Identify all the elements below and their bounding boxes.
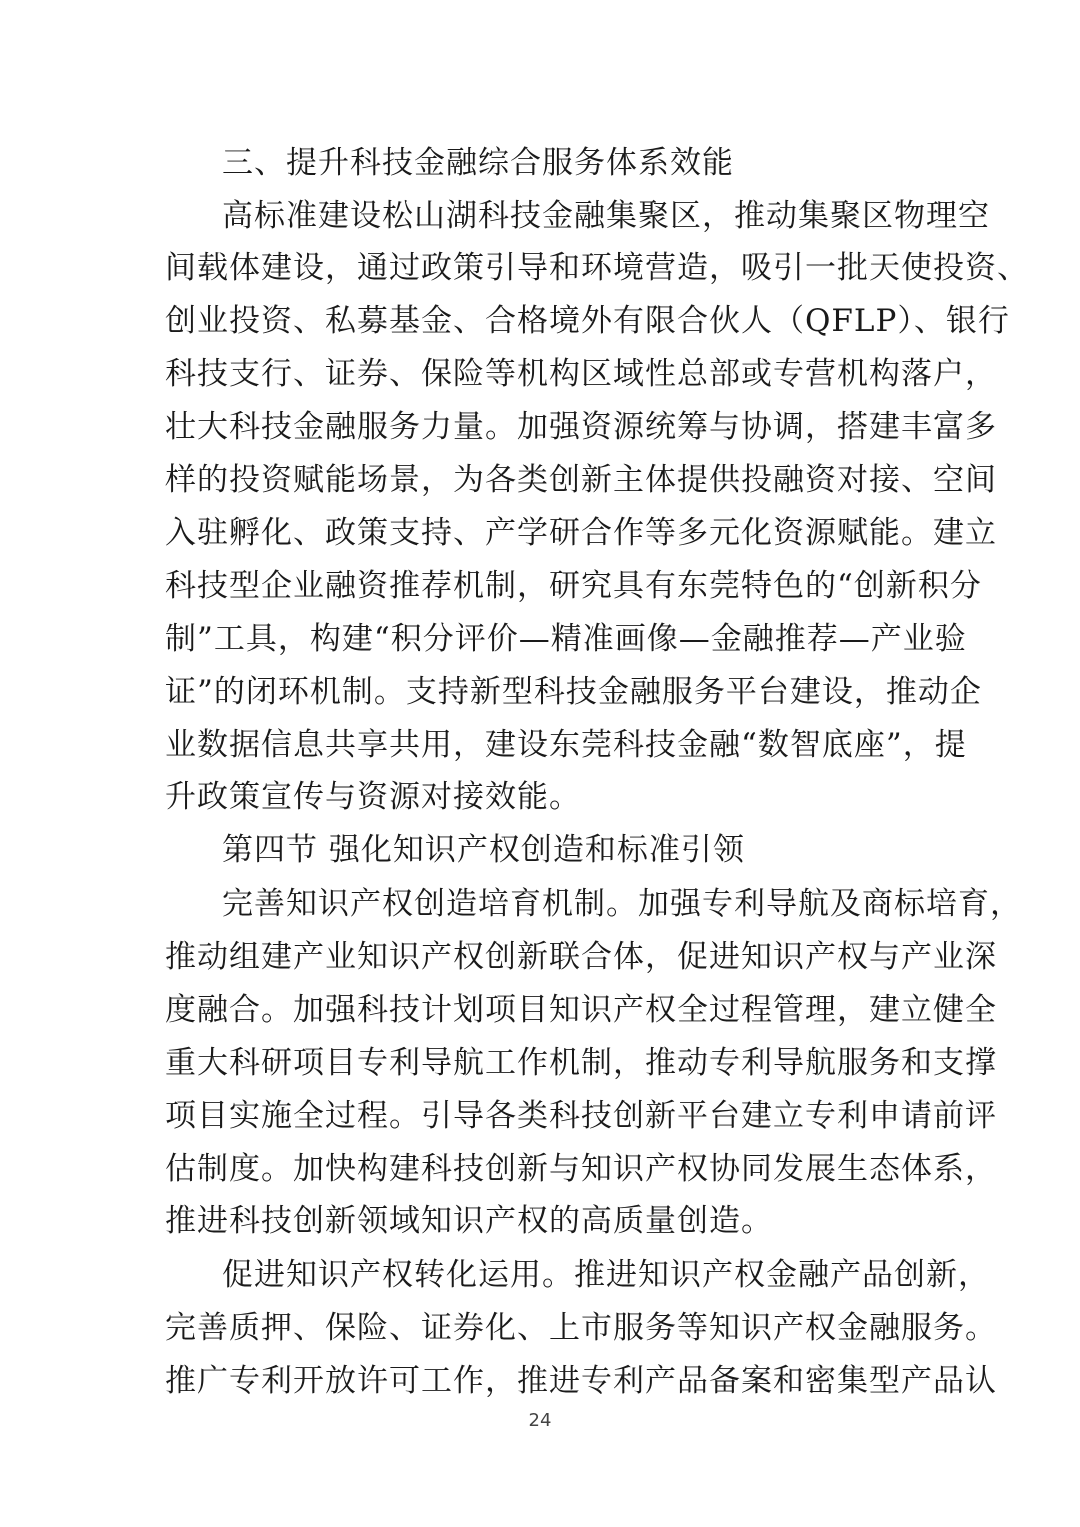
paragraph-line: 高标准建设松山湖科技金融集聚区，推动集聚区物理空 (222, 198, 990, 234)
paragraph-line: 推广专利开放许可工作，推进专利产品备案和密集型产品认 (165, 1363, 997, 1399)
paragraph-line: 科技型企业融资推荐机制，研究具有东莞特色的“创新积分 (165, 568, 982, 604)
subsection-heading: 第四节 强化知识产权创造和标准引领 (222, 832, 745, 868)
paragraph-line: 证”的闭环机制。支持新型科技金融服务平台建设，推动企 (165, 674, 982, 710)
paragraph-line: 壮大科技金融服务力量。加强资源统筹与协调，搭建丰富多 (165, 409, 997, 445)
paragraph-line: 促进知识产权转化运用。推进知识产权金融产品创新， (222, 1257, 990, 1293)
paragraph-line: 科技支行、证券、保险等机构区域性总部或专营机构落户， (165, 356, 997, 392)
section-heading: 三、提升科技金融综合服务体系效能 (222, 145, 734, 181)
paragraph-line: 制”工具，构建“积分评价—精准画像—金融推荐—产业验 (165, 621, 967, 657)
page-number: 24 (528, 1410, 552, 1431)
paragraph-line: 样的投资赋能场景，为各类创新主体提供投融资对接、空间 (165, 462, 997, 498)
paragraph-line: 推进科技创新领域知识产权的高质量创造。 (165, 1203, 773, 1239)
paragraph-line: 创业投资、私募基金、合格境外有限合伙人（QFLP）、银行 (165, 303, 1010, 339)
paragraph-line: 间载体建设，通过政策引导和环境营造，吸引一批天使投资、 (165, 250, 1029, 286)
paragraph-line: 项目实施全过程。引导各类科技创新平台建立专利申请前评 (165, 1098, 997, 1134)
paragraph-line: 重大科研项目专利导航工作机制，推动专利导航服务和支撑 (165, 1045, 997, 1081)
paragraph-line: 推动组建产业知识产权创新联合体，促进知识产权与产业深 (165, 939, 997, 975)
paragraph-line: 度融合。加强科技计划项目知识产权全过程管理，建立健全 (165, 992, 997, 1028)
paragraph-line: 业数据信息共享共用，建设东莞科技金融“数智底座”，提 (165, 727, 967, 763)
paragraph-line: 升政策宣传与资源对接效能。 (165, 779, 581, 815)
paragraph-line: 估制度。加快构建科技创新与知识产权协同发展生态体系， (165, 1151, 997, 1187)
paragraph-line: 完善质押、保险、证券化、上市服务等知识产权金融服务。 (165, 1310, 997, 1346)
paragraph-line: 完善知识产权创造培育机制。加强专利导航及商标培育， (222, 886, 1022, 922)
paragraph-line: 入驻孵化、政策支持、产学研合作等多元化资源赋能。建立 (165, 515, 997, 551)
